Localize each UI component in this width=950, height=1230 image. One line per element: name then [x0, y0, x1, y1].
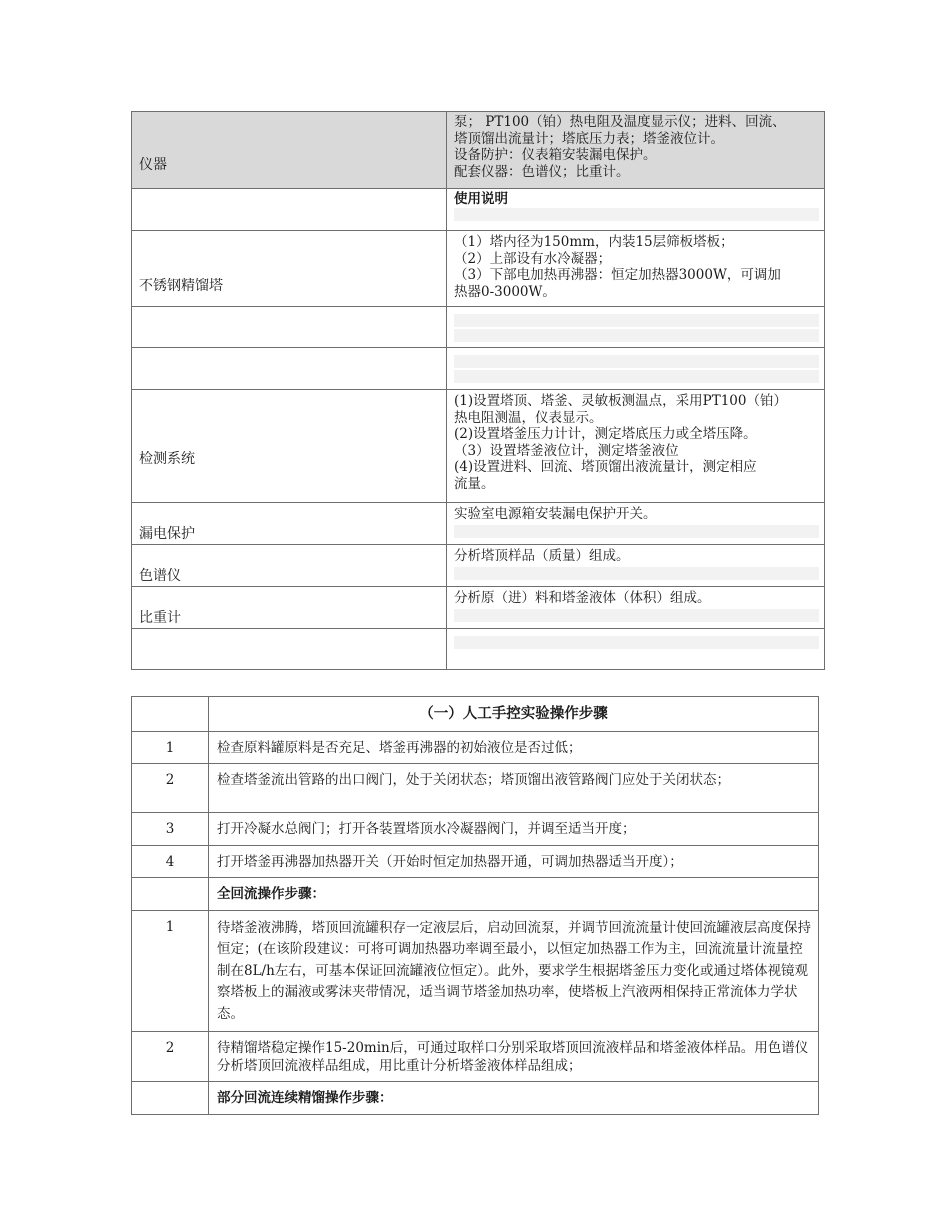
row-label — [132, 189, 447, 231]
equipment-row-detection — [132, 390, 825, 503]
row-label — [132, 307, 447, 348]
description-line: 热电阻测温，仪表显示。 — [454, 409, 603, 426]
equipment-row-hydrometer — [132, 587, 825, 629]
blank-cell — [132, 697, 209, 732]
row-description — [447, 587, 825, 629]
row-description — [447, 503, 825, 545]
description-line: 分析塔顶样品（质量）组成。 — [454, 548, 630, 564]
step-text: 打开冷凝水总阀门；打开各装置塔顶水冷凝器阀门，并调至适当开度； — [209, 813, 819, 846]
step-text: 打开塔釜再沸器加热器开关（开始时恒定加热器开通，可调加热器适当开度）； — [209, 846, 819, 878]
description-line: (4)设置进料、回流、塔顶馏出液流量计，测定相应 — [454, 459, 757, 475]
row-label: 色谱仪 — [132, 545, 447, 587]
description-line: （1）塔内径为150mm，内装15层筛板塔板； — [454, 234, 734, 250]
description-line: (2)设置塔釜压力计计，测定塔底压力或全塔压降。 — [454, 426, 757, 442]
shade-strip — [454, 609, 819, 622]
description-line: 流量。 — [454, 475, 495, 492]
row-description — [447, 307, 825, 348]
row-label — [132, 629, 447, 670]
section-heading-row — [132, 878, 819, 911]
description-line: （2）上部设有水冷凝器； — [454, 250, 612, 267]
row-label: 漏电保护 — [132, 503, 447, 545]
equipment-row-empty — [132, 348, 825, 390]
step-row — [132, 764, 819, 813]
row-label: 仪器 — [132, 112, 447, 189]
step-text: 检查原料罐原料是否充足、塔釜再沸器的初始液位是否过低； — [209, 732, 819, 764]
row-description — [447, 348, 825, 390]
step-text: 待塔釜液沸腾，塔顶回流罐积存一定液层后，启动回流泵，并调节回流流量计使回流罐液层高度保持恒定；(在该阶段建议：可将可调加热器功率调至最小，以恒定加热器工作为主，回流流量计流量控制在8L/h左右，可基本保证回流罐液位恒定）。此外，要求学生根据塔釜压力变化或通过塔体视镜观察塔板上的漏液或雾沫夹带情况，适当调节塔釜加热功率，使塔板上汽液两相保持正常流体力学状态。 — [209, 910, 819, 1032]
shade-strip — [454, 329, 819, 342]
equipment-row-empty — [132, 629, 825, 670]
step-number: 2 — [132, 1032, 209, 1082]
row-label: 比重计 — [132, 587, 447, 629]
description-line: （3）下部电加热再沸器：恒定加热器3000W，可调加 — [454, 267, 781, 283]
blank-cell — [132, 1082, 209, 1115]
step-number: 2 — [132, 764, 209, 813]
description-line: 塔顶馏出流量计；塔底压力表；塔釜液位计。 — [454, 130, 724, 147]
row-label — [132, 348, 447, 390]
row-description — [447, 545, 825, 587]
description-line: 设备防护：仪表箱安装漏电保护。 — [454, 147, 657, 163]
blank-cell — [132, 878, 209, 911]
row-description — [447, 189, 825, 231]
equipment-table — [131, 111, 825, 670]
equipment-row-empty — [132, 307, 825, 348]
step-number: 1 — [132, 732, 209, 764]
steps-title: （一）人工手控实验操作步骤 — [209, 697, 819, 732]
row-label: 不锈钢精馏塔 — [132, 231, 447, 307]
step-row — [132, 732, 819, 764]
shade-strip — [454, 355, 819, 368]
step-text: 检查塔釜流出管路的出口阀门，处于关闭状态；塔顶馏出液管路阀门应处于关闭状态； — [209, 764, 819, 813]
step-text: 待精馏塔稳定操作15-20min后，可通过取样口分别采取塔顶回流液样品和塔釜液体样品。用色谱仪分析塔顶回流液样品组成，用比重计分析塔釜液体样品组成； — [209, 1032, 819, 1082]
shade-strip — [454, 314, 819, 327]
description-line: (1)设置塔顶、塔釜、灵敏板测温点，采用PT100（铂） — [454, 393, 787, 409]
section-heading-row — [132, 1082, 819, 1115]
operation-steps-table — [131, 696, 819, 1115]
equipment-row-usage-header — [132, 189, 825, 231]
partial-reflux-heading: 部分回流连续精馏操作步骤： — [209, 1082, 819, 1115]
step-row — [132, 910, 819, 1032]
step-row — [132, 846, 819, 878]
step-number: 4 — [132, 846, 209, 878]
row-label: 检测系统 — [132, 390, 447, 503]
row-description — [447, 390, 825, 503]
row-description — [447, 231, 825, 307]
description-line: 热器0-3000W。 — [454, 283, 556, 300]
equipment-row-instruments — [132, 112, 825, 189]
description-line: 分析原（进）料和塔釜液体（体积）组成。 — [454, 590, 711, 606]
reflux-heading: 全回流操作步骤： — [209, 878, 819, 911]
row-description — [447, 629, 825, 670]
shade-strip — [454, 525, 819, 538]
usage-header: 使用说明 — [454, 191, 508, 207]
description-line: （3）设置塔釜液位计，测定塔釜液位 — [454, 442, 679, 459]
equipment-row-leakage — [132, 503, 825, 545]
description-line: 泵； PT100（铂）热电阻及温度显示仪；进料、回流、 — [454, 114, 786, 130]
steps-title-row — [132, 697, 819, 732]
row-description — [447, 112, 825, 189]
equipment-row-chromatograph — [132, 545, 825, 587]
equipment-row-column — [132, 231, 825, 307]
step-row — [132, 813, 819, 846]
shade-strip — [454, 370, 819, 383]
step-number: 1 — [132, 910, 209, 1032]
shade-strip — [454, 636, 819, 649]
shade-strip — [454, 567, 819, 580]
description-line: 配套仪器：色谱仪；比重计。 — [454, 163, 630, 180]
step-row — [132, 1032, 819, 1082]
shade-strip — [454, 208, 819, 221]
step-number: 3 — [132, 813, 209, 846]
description-line: 实验室电源箱安装漏电保护开关。 — [454, 506, 657, 522]
